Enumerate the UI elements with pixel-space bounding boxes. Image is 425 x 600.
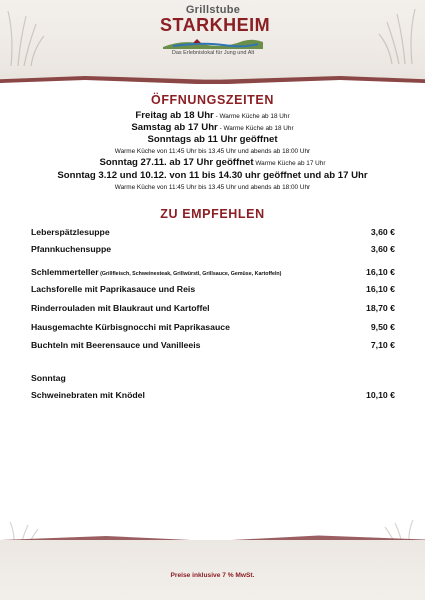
restaurant-logo (160, 4, 271, 76)
menu-item (31, 389, 395, 402)
sunday-label (31, 372, 395, 385)
menu-item (31, 302, 395, 315)
hours-line-main: Freitag ab 18 Uhr (135, 110, 214, 121)
menu-item-name: Leberspätzlesuppe (31, 227, 110, 237)
hours-line (0, 122, 425, 134)
menu-item-name: Schweinebraten mit Knödel (31, 390, 145, 400)
grass-decoration-icon (377, 4, 417, 64)
menu-item-price: 18,70 € (366, 303, 395, 313)
hours-kitchen-note: Warme Küche von 11:45 Uhr bis 13.45 Uhr und abends ab 18:00 Uhr (114, 148, 311, 155)
logo-tagline: Das Erlebnislokal für Jung und Alt (171, 50, 255, 56)
menu-item (31, 339, 395, 352)
sunday-label-text: Sonntag (31, 373, 66, 383)
menu-item-name: Hausgemachte Kürbisgnocchi mit Paprikasauce (31, 322, 230, 332)
landscape-icon (163, 35, 263, 49)
menu-item-name: Buchteln mit Beerensauce und Vanilleeis (31, 340, 201, 350)
grass-decoration-icon (6, 6, 46, 66)
hours-line (0, 170, 425, 181)
menu-item-note: (Grillfleisch, Schweinesteak, Grillwürstl, Grillsauce, Gemüse, Kartoffeln) (98, 271, 282, 277)
hours-line-main: Sonntag 3.12 und 10.12. von 11 bis 14.30 uhr geöffnet und ab 17 Uhr (57, 170, 368, 181)
menu-item-name: Pfannkuchensuppe (31, 244, 112, 254)
menu-item-price: 3,60 € (370, 244, 395, 254)
footer-band (0, 540, 425, 600)
hours-line-note: - Warme Küche ab 18 Uhr (217, 125, 294, 132)
menu-item-price: 9,50 € (370, 322, 395, 332)
menu-item-price: 7,10 € (370, 340, 395, 350)
menu-item (31, 321, 395, 334)
menu-item-name: Rinderrouladen mit Blaukraut und Kartoffel (31, 303, 210, 313)
price-footnote: Preise inklusive 7 % MwSt. (170, 572, 255, 579)
menu-item-name: Schlemmerteller (31, 267, 99, 277)
menu-item-name: Lachsforelle mit Paprikasauce und Reis (31, 284, 196, 294)
hours-kitchen-note: Warme Küche von 11:45 Uhr bis 13.45 Uhr und abends ab 18:00 Uhr (114, 184, 311, 191)
hours-line (0, 110, 425, 122)
menu-item (31, 226, 395, 239)
menu-item-price: 16,10 € (366, 267, 395, 277)
hours-line-main: Sonntags ab 11 Uhr geöffnet (147, 134, 278, 145)
opening-hours-heading: ÖFFNUNGSZEITEN (151, 93, 274, 107)
menu-item (31, 243, 395, 256)
logo-line2: STARKHEIM (160, 15, 271, 35)
logo-line1: Grillstube (185, 4, 241, 16)
menu-item-price: 3,60 € (370, 227, 395, 237)
hours-line-note: - Warme Küche ab 18 Uhr (213, 113, 290, 120)
menu-item (31, 283, 395, 296)
menu-item-price: 10,10 € (366, 390, 395, 400)
hours-line-main: Samstag ab 17 Uhr (131, 122, 218, 133)
recommendations-heading: ZU EMPFEHLEN (160, 207, 265, 221)
hours-line (0, 157, 425, 169)
hours-line-note: Warme Küche ab 17 Uhr (253, 160, 326, 167)
menu-item (31, 266, 395, 279)
hours-line (0, 134, 425, 145)
menu-item-price: 16,10 € (366, 284, 395, 294)
hours-line-main: Sonntag 27.11. ab 17 Uhr geöffnet (99, 157, 254, 168)
